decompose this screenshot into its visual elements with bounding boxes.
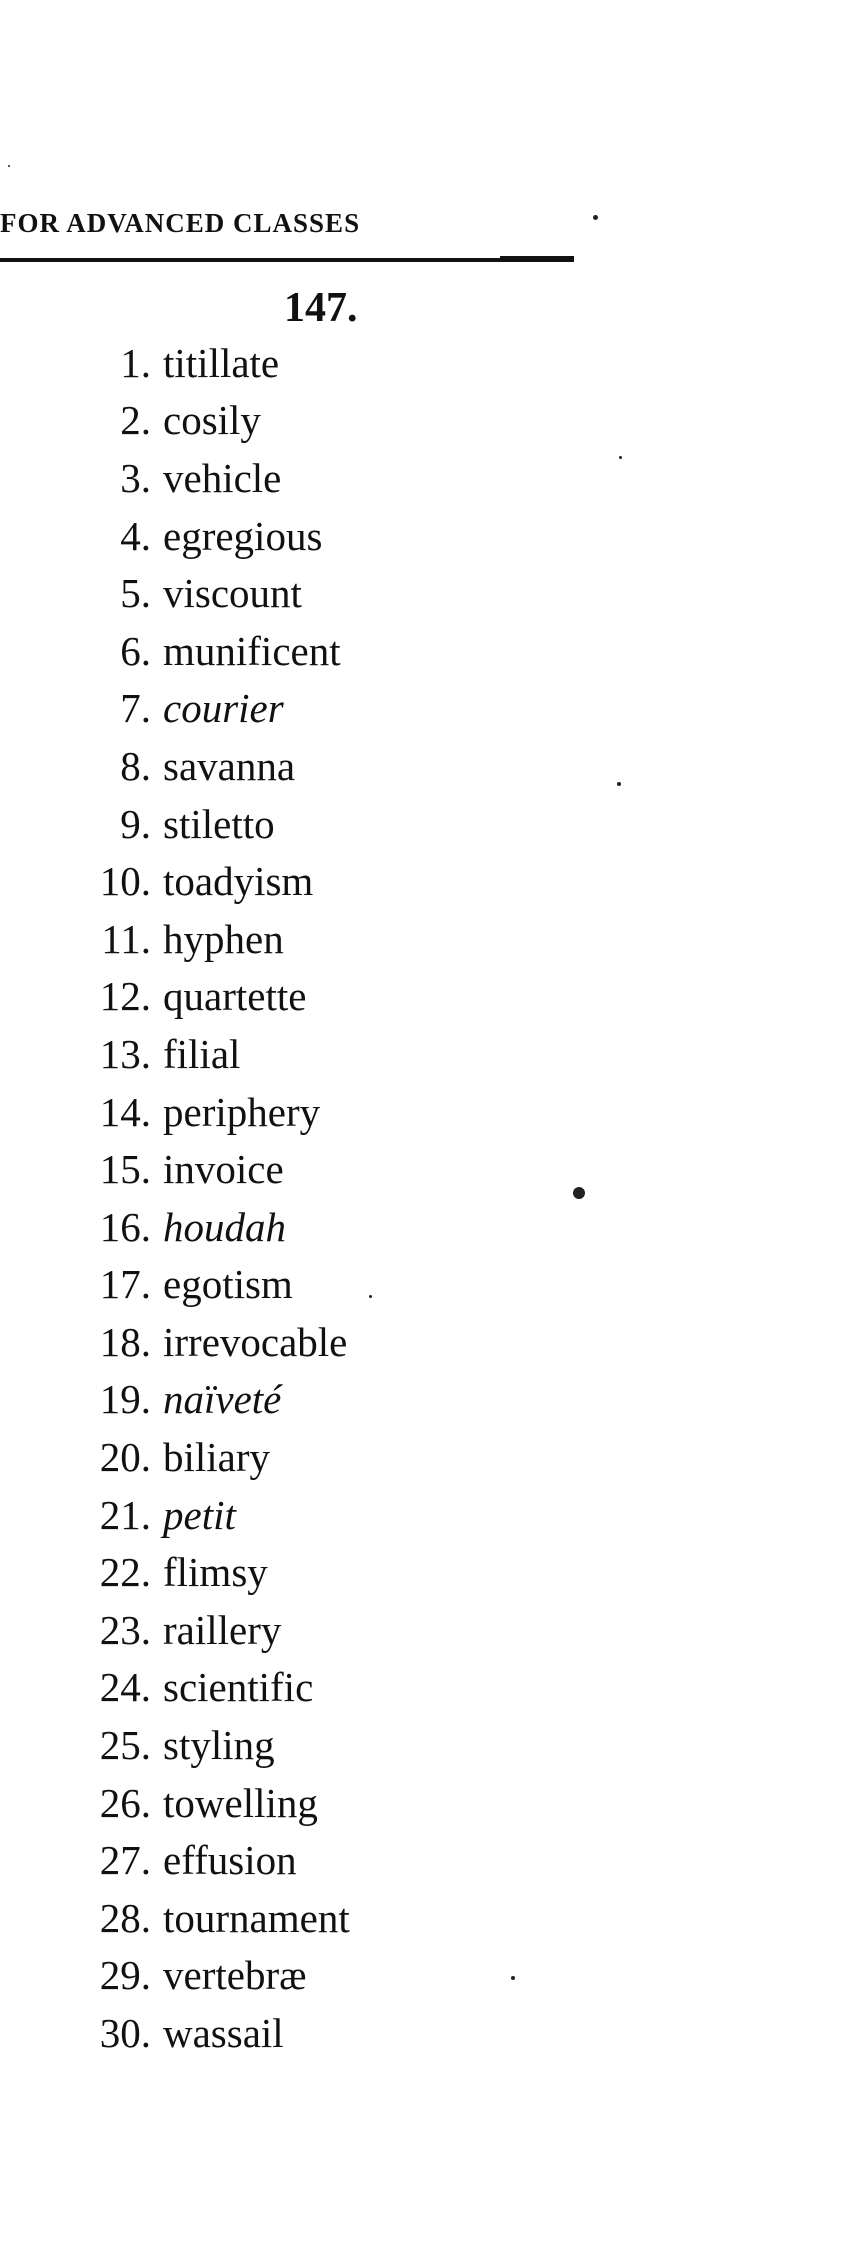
word-number: 7. [120,685,151,732]
word-list-item [0,1140,350,1198]
word-text: irrevocable [163,1318,348,1365]
header-rule-tail [500,256,574,262]
word-text: munificent [163,627,341,674]
word-number: 18. [99,1318,151,1365]
word-number: 1. [120,339,151,386]
scan-speck [593,215,598,220]
word-text: petit [163,1491,236,1538]
word-list-item [0,1486,350,1544]
word-number: 8. [120,742,151,789]
word-list-item [0,507,350,565]
word-number: 5. [120,570,151,617]
word-text: wassail [163,2010,284,2057]
word-list-item [0,1716,350,1774]
word-list-item [0,1313,350,1371]
word-text: vehicle [163,454,282,501]
word-text: viscount [163,570,302,617]
word-number: 26. [99,1779,151,1826]
word-text: egregious [163,512,323,559]
word-text: scientific [163,1664,314,1711]
word-text: cosily [163,397,261,444]
word-number: 22. [99,1549,151,1596]
word-number: 29. [99,1952,151,1999]
word-number: 10. [99,858,151,905]
word-text: naïveté [163,1376,282,1423]
word-text: houdah [163,1203,286,1250]
word-list-item [0,392,350,450]
word-list-item [0,2004,350,2062]
word-text: effusion [163,1837,297,1884]
word-number: 3. [120,454,151,501]
word-text: towelling [163,1779,318,1826]
word-list-item [0,1083,350,1141]
word-number: 11. [101,915,151,962]
word-list-item [0,968,350,1026]
word-number: 12. [99,973,151,1020]
word-text: courier [163,685,284,732]
scan-speck [573,1187,585,1199]
word-number: 25. [99,1722,151,1769]
word-list-item [0,680,350,738]
word-text: biliary [163,1434,271,1481]
word-text: quartette [163,973,307,1020]
word-number: 30. [99,2010,151,2057]
word-list-item [0,1659,350,1717]
word-number: 6. [120,627,151,674]
word-list-item [0,1543,350,1601]
word-number: 16. [99,1203,151,1250]
lesson-number: 147. [284,285,358,331]
word-list-item [0,1831,350,1889]
word-text: filial [163,1030,241,1077]
word-text: titillate [163,339,280,386]
word-list-item [0,1025,350,1083]
word-list [0,334,350,2062]
word-text: styling [163,1722,275,1769]
word-number: 17. [99,1261,151,1308]
word-list-item [0,795,350,853]
word-text: flimsy [163,1549,268,1596]
word-list-item [0,564,350,622]
word-number: 20. [99,1434,151,1481]
word-list-item [0,622,350,680]
word-text: periphery [163,1088,321,1135]
word-number: 21. [99,1491,151,1538]
word-number: 28. [99,1894,151,1941]
word-list-item [0,1774,350,1832]
word-text: vertebræ [163,1952,307,1999]
scan-speck [617,782,621,786]
word-text: raillery [163,1606,282,1653]
scan-speck [511,1976,515,1980]
word-list-item [0,1428,350,1486]
header-rule [0,258,574,262]
word-number: 15. [99,1146,151,1193]
running-head: FOR ADVANCED CLASSES [0,208,361,238]
word-number: 14. [99,1088,151,1135]
word-list-item [0,1371,350,1429]
word-list-item [0,334,350,392]
scan-speck [619,456,622,459]
word-list-item [0,852,350,910]
word-list-item [0,910,350,968]
word-text: stiletto [163,800,275,847]
word-text: egotism [163,1261,293,1308]
word-list-item [0,1601,350,1659]
word-list-item [0,449,350,507]
word-text: savanna [163,742,296,789]
word-text: toadyism [163,858,314,905]
word-list-item [0,1947,350,2005]
word-number: 2. [120,397,151,444]
scan-speck [369,1295,372,1298]
word-number: 13. [99,1030,151,1077]
word-list-item [0,1889,350,1947]
word-list-item [0,1198,350,1256]
word-number: 19. [99,1376,151,1423]
word-text: hyphen [163,915,284,962]
word-number: 27. [99,1837,151,1884]
word-number: 24. [99,1664,151,1711]
word-list-item [0,737,350,795]
word-text: invoice [163,1146,284,1193]
word-text: tournament [163,1894,350,1941]
word-list-item [0,1256,350,1314]
word-number: 23. [99,1606,151,1653]
word-number: 4. [120,512,151,559]
word-number: 9. [120,800,151,847]
scan-speck [8,165,10,167]
